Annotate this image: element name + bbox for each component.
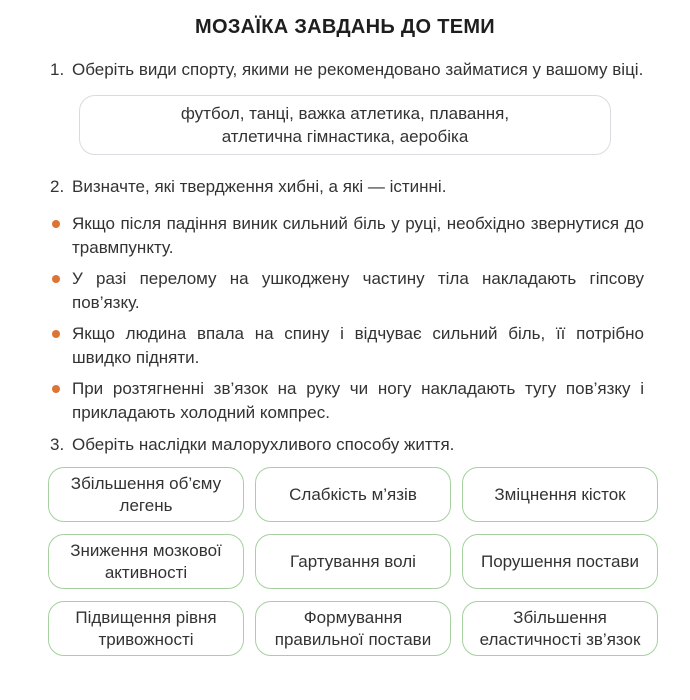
task-1-section (50, 58, 644, 82)
statement-text: При розтягненні зв’язок на руку чи ногу накладають тугу пов’язку і прикладають холодний компрес. (72, 379, 644, 422)
task-2-text: Визначте, які твердження хибні, а які — істинні. (72, 177, 447, 196)
statement-item (50, 267, 644, 315)
statement-item (50, 212, 644, 260)
task-1-text: Оберіть види спорту, якими не рекомендовано займатися у вашому віці. (72, 60, 644, 79)
options-grid (48, 467, 658, 656)
statement-text: Якщо після падіння виник сильний біль у руці, необхідно звернутися до травмпункту. (72, 214, 644, 257)
sports-word-bank (79, 95, 611, 155)
bullet-dot-icon (52, 385, 60, 393)
statement-text: Якщо людина впала на спину і відчуває сильний біль, її потрібно швидко підняти. (72, 324, 644, 367)
option-card-bone-strength[interactable]: Зміцнення кісток (462, 467, 658, 522)
task-3-number: 3. (50, 435, 65, 454)
bullet-dot-icon (52, 275, 60, 283)
option-card-brain-activity[interactable]: Зниження мозкової активності (48, 534, 244, 589)
option-card-anxiety-level[interactable]: Підвищення рівня тривожності (48, 601, 244, 656)
option-card-ligament-elastic[interactable]: Збільшення еластичності зв’язок (462, 601, 658, 656)
sports-word-bank-line-2: атлетична гімнастика, аеробіка (221, 127, 469, 146)
bullet-dot-icon (52, 330, 60, 338)
bullet-dot-icon (52, 220, 60, 228)
option-card-posture-disorder[interactable]: Порушення постави (462, 534, 658, 589)
task-3-text: Оберіть наслідки малорухливого способу життя. (72, 435, 455, 454)
task-2-number: 2. (50, 177, 65, 196)
statement-item (50, 377, 644, 425)
page-title: МОЗАЇКА ЗАВДАНЬ ДО ТЕМИ (195, 16, 495, 38)
option-card-correct-posture[interactable]: Формування правильної постави (255, 601, 451, 656)
task-2-section (50, 175, 644, 425)
worksheet-page (0, 14, 690, 700)
task-3-section (50, 433, 644, 457)
statement-text: У разі перелому на ушкоджену частину тіла накладають гіпсову пов’язку. (72, 269, 644, 312)
sports-word-bank-line-1: футбол, танці, важка атлетика, плавання, (180, 104, 510, 123)
option-card-willpower[interactable]: Гартування волі (255, 534, 451, 589)
task-1-number: 1. (50, 60, 65, 79)
statements-list (50, 212, 644, 425)
option-card-muscle-weakness[interactable]: Слабкість м’язів (255, 467, 451, 522)
statement-item (50, 322, 644, 370)
option-card-lung-volume[interactable]: Збільшення об’єму легень (48, 467, 244, 522)
